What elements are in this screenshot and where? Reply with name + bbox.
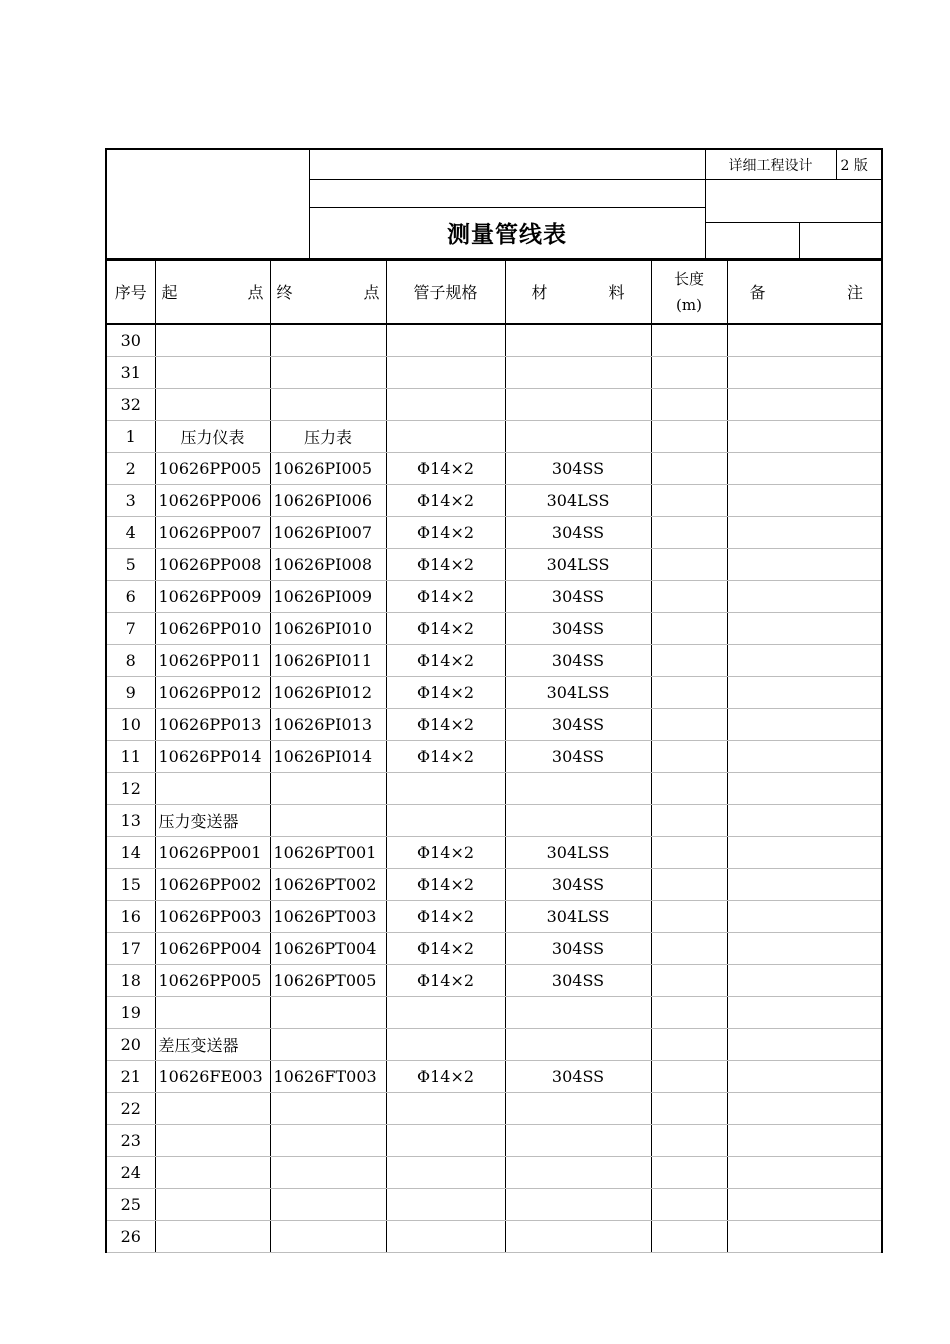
cell-remark xyxy=(727,1156,882,1188)
cell-end xyxy=(270,1124,386,1156)
cell-length xyxy=(651,1188,727,1220)
cell-material xyxy=(505,772,651,804)
cell-spec xyxy=(386,356,505,388)
cell-material xyxy=(505,804,651,836)
table-header-row xyxy=(106,260,882,324)
pipeline-schedule-document xyxy=(105,148,881,1253)
cell-no: 18 xyxy=(106,964,155,996)
cell-length xyxy=(651,612,727,644)
cell-spec: Φ14×2 xyxy=(386,484,505,516)
cell-no: 14 xyxy=(106,836,155,868)
cell-spec: Φ14×2 xyxy=(386,964,505,996)
cell-end: 10626FT003 xyxy=(270,1060,386,1092)
table-row xyxy=(106,932,882,964)
cell-remark xyxy=(727,1028,882,1060)
cell-start xyxy=(155,388,270,420)
table-row xyxy=(106,420,882,452)
cell-no: 24 xyxy=(106,1156,155,1188)
cell-end xyxy=(270,1188,386,1220)
cell-remark xyxy=(727,964,882,996)
cell-spec xyxy=(386,420,505,452)
cell-material: 304SS xyxy=(505,516,651,548)
cell-end xyxy=(270,996,386,1028)
cell-spec: Φ14×2 xyxy=(386,452,505,484)
cell-remark xyxy=(727,1092,882,1124)
cell-no: 31 xyxy=(106,356,155,388)
cell-start: 10626PP010 xyxy=(155,612,270,644)
cell-material xyxy=(505,388,651,420)
cell-material: 304SS xyxy=(505,1060,651,1092)
cell-remark xyxy=(727,996,882,1028)
cell-no: 11 xyxy=(106,740,155,772)
cell-end: 10626PT004 xyxy=(270,932,386,964)
cell-length xyxy=(651,996,727,1028)
cell-no: 17 xyxy=(106,932,155,964)
cell-no: 6 xyxy=(106,580,155,612)
cell-length xyxy=(651,676,727,708)
cell-start: 10626PP007 xyxy=(155,516,270,548)
cell-start: 10626PP001 xyxy=(155,836,270,868)
cell-end: 10626PI009 xyxy=(270,580,386,612)
cell-end: 10626PI011 xyxy=(270,644,386,676)
cell-material: 304SS xyxy=(505,932,651,964)
cell-material: 304LSS xyxy=(505,836,651,868)
cell-start: 10626PP005 xyxy=(155,452,270,484)
cell-material: 304LSS xyxy=(505,900,651,932)
cell-start: 10626FE003 xyxy=(155,1060,270,1092)
sheet-info-cell xyxy=(705,208,882,259)
cell-start xyxy=(155,324,270,357)
cell-spec: Φ14×2 xyxy=(386,900,505,932)
cell-no: 16 xyxy=(106,900,155,932)
cell-end xyxy=(270,1220,386,1252)
cell-length xyxy=(651,772,727,804)
col-header-spec: 管子规格 xyxy=(386,260,505,324)
cell-material: 304SS xyxy=(505,612,651,644)
cell-length xyxy=(651,452,727,484)
cell-end xyxy=(270,388,386,420)
cell-start xyxy=(155,1188,270,1220)
title-block xyxy=(105,148,883,259)
cell-start: 10626PP005 xyxy=(155,964,270,996)
cell-length xyxy=(651,708,727,740)
table-row xyxy=(106,804,882,836)
cell-material xyxy=(505,1220,651,1252)
cell-remark xyxy=(727,1220,882,1252)
cell-no: 7 xyxy=(106,612,155,644)
cell-remark xyxy=(727,1188,882,1220)
cell-end: 10626PI010 xyxy=(270,612,386,644)
col-header-remark: 备 注 xyxy=(727,260,882,324)
cell-remark xyxy=(727,900,882,932)
cell-spec xyxy=(386,324,505,357)
cell-end xyxy=(270,1092,386,1124)
cell-no: 9 xyxy=(106,676,155,708)
sheet-total-box xyxy=(800,223,881,258)
cell-start xyxy=(155,356,270,388)
table-row xyxy=(106,900,882,932)
table-row xyxy=(106,1028,882,1060)
table-row xyxy=(106,548,882,580)
cell-remark xyxy=(727,420,882,452)
cell-spec xyxy=(386,772,505,804)
cell-start: 压力变送器 xyxy=(155,804,270,836)
cell-spec: Φ14×2 xyxy=(386,868,505,900)
cell-spec xyxy=(386,996,505,1028)
cell-length xyxy=(651,1060,727,1092)
cell-end xyxy=(270,356,386,388)
col-header-material: 材 料 xyxy=(505,260,651,324)
cell-remark xyxy=(727,804,882,836)
cell-length xyxy=(651,484,727,516)
cell-material xyxy=(505,1124,651,1156)
table-row xyxy=(106,964,882,996)
cell-no: 20 xyxy=(106,1028,155,1060)
cell-spec: Φ14×2 xyxy=(386,932,505,964)
cell-material xyxy=(505,1156,651,1188)
cell-spec: Φ14×2 xyxy=(386,580,505,612)
cell-length xyxy=(651,388,727,420)
cell-end: 10626PI013 xyxy=(270,708,386,740)
cell-material xyxy=(505,324,651,357)
cell-material xyxy=(505,996,651,1028)
cell-length xyxy=(651,740,727,772)
cell-material xyxy=(505,356,651,388)
cell-remark xyxy=(727,1124,882,1156)
table-row xyxy=(106,324,882,357)
cell-start: 压力仪表 xyxy=(155,420,270,452)
cell-spec: Φ14×2 xyxy=(386,740,505,772)
cell-length xyxy=(651,964,727,996)
cell-spec xyxy=(386,1220,505,1252)
cell-no: 12 xyxy=(106,772,155,804)
document-title: 测量管线表 xyxy=(309,208,705,259)
pipeline-table xyxy=(105,259,883,1253)
cell-remark xyxy=(727,388,882,420)
cell-start: 10626PP008 xyxy=(155,548,270,580)
cell-length xyxy=(651,1156,727,1188)
cell-spec xyxy=(386,388,505,420)
cell-remark xyxy=(727,452,882,484)
cell-no: 32 xyxy=(106,388,155,420)
revision-label: 2 版 xyxy=(840,157,868,174)
col-header-end: 终 点 xyxy=(270,260,386,324)
cell-remark xyxy=(727,644,882,676)
cell-no: 25 xyxy=(106,1188,155,1220)
table-row xyxy=(106,612,882,644)
cell-end: 10626PI012 xyxy=(270,676,386,708)
cell-material xyxy=(505,1028,651,1060)
cell-length xyxy=(651,932,727,964)
cell-remark xyxy=(727,740,882,772)
cell-length xyxy=(651,900,727,932)
cell-material: 304SS xyxy=(505,452,651,484)
cell-remark xyxy=(727,324,882,357)
cell-length xyxy=(651,420,727,452)
cell-remark xyxy=(727,484,882,516)
cell-length xyxy=(651,548,727,580)
cell-spec: Φ14×2 xyxy=(386,548,505,580)
cell-end: 10626PI008 xyxy=(270,548,386,580)
cell-material: 304SS xyxy=(505,644,651,676)
col-header-start: 起 点 xyxy=(155,260,270,324)
cell-no: 19 xyxy=(106,996,155,1028)
cell-spec: Φ14×2 xyxy=(386,612,505,644)
cell-no: 21 xyxy=(106,1060,155,1092)
project-name-cell xyxy=(309,149,705,180)
cell-material: 304SS xyxy=(505,868,651,900)
cell-remark xyxy=(727,1060,882,1092)
cell-end xyxy=(270,804,386,836)
cell-material: 304SS xyxy=(505,708,651,740)
cell-remark xyxy=(727,772,882,804)
cell-length xyxy=(651,356,727,388)
table-row xyxy=(106,388,882,420)
cell-material: 304SS xyxy=(505,580,651,612)
table-row xyxy=(106,676,882,708)
cell-start xyxy=(155,1156,270,1188)
table-body xyxy=(106,324,882,1253)
cell-material xyxy=(505,1092,651,1124)
sheet-number-box xyxy=(706,223,800,258)
cell-no: 8 xyxy=(106,644,155,676)
cell-start: 10626PP006 xyxy=(155,484,270,516)
cell-remark xyxy=(727,548,882,580)
drawing-no-cell xyxy=(705,180,882,208)
table-row xyxy=(106,996,882,1028)
cell-start: 10626PP012 xyxy=(155,676,270,708)
cell-end xyxy=(270,772,386,804)
cell-no: 13 xyxy=(106,804,155,836)
cell-length xyxy=(651,644,727,676)
cell-material: 304SS xyxy=(505,964,651,996)
table-row xyxy=(106,1060,882,1092)
col-header-length: 长度 (m) xyxy=(651,260,727,324)
table-row xyxy=(106,772,882,804)
cell-no: 10 xyxy=(106,708,155,740)
cell-length xyxy=(651,1092,727,1124)
cell-end: 10626PI014 xyxy=(270,740,386,772)
cell-end: 10626PI006 xyxy=(270,484,386,516)
table-row xyxy=(106,1188,882,1220)
stage-cell xyxy=(705,149,882,180)
design-stage-label: 详细工程设计 xyxy=(706,150,837,179)
cell-start xyxy=(155,1220,270,1252)
table-row xyxy=(106,452,882,484)
cell-remark xyxy=(727,516,882,548)
cell-spec xyxy=(386,1028,505,1060)
cell-spec: Φ14×2 xyxy=(386,836,505,868)
cell-spec xyxy=(386,1092,505,1124)
cell-spec xyxy=(386,1156,505,1188)
cell-end: 10626PT002 xyxy=(270,868,386,900)
table-row xyxy=(106,580,882,612)
cell-spec: Φ14×2 xyxy=(386,1060,505,1092)
cell-spec xyxy=(386,804,505,836)
cell-end: 10626PI005 xyxy=(270,452,386,484)
cell-end xyxy=(270,1028,386,1060)
cell-start: 10626PP004 xyxy=(155,932,270,964)
cell-no: 2 xyxy=(106,452,155,484)
cell-end: 压力表 xyxy=(270,420,386,452)
cell-end: 10626PI007 xyxy=(270,516,386,548)
cell-remark xyxy=(727,836,882,868)
cell-end xyxy=(270,1156,386,1188)
cell-start: 10626PP003 xyxy=(155,900,270,932)
cell-start: 差压变送器 xyxy=(155,1028,270,1060)
cell-material: 304SS xyxy=(505,740,651,772)
cell-length xyxy=(651,516,727,548)
cell-spec: Φ14×2 xyxy=(386,676,505,708)
subproject-cell xyxy=(309,180,705,208)
table-row xyxy=(106,1220,882,1252)
cell-material xyxy=(505,1188,651,1220)
cell-length xyxy=(651,868,727,900)
cell-remark xyxy=(727,932,882,964)
cell-remark xyxy=(727,356,882,388)
cell-material: 304LSS xyxy=(505,676,651,708)
cell-no: 23 xyxy=(106,1124,155,1156)
cell-spec xyxy=(386,1124,505,1156)
cell-material xyxy=(505,420,651,452)
cell-remark xyxy=(727,676,882,708)
cell-end: 10626PT003 xyxy=(270,900,386,932)
cell-no: 30 xyxy=(106,324,155,357)
cell-no: 3 xyxy=(106,484,155,516)
cell-length xyxy=(651,1124,727,1156)
table-row xyxy=(106,516,882,548)
table-row xyxy=(106,740,882,772)
table-row xyxy=(106,1156,882,1188)
cell-end xyxy=(270,324,386,357)
cell-spec xyxy=(386,1188,505,1220)
cell-remark xyxy=(727,612,882,644)
cell-start xyxy=(155,996,270,1028)
cell-end: 10626PT005 xyxy=(270,964,386,996)
cell-spec: Φ14×2 xyxy=(386,644,505,676)
cell-length xyxy=(651,804,727,836)
table-row xyxy=(106,484,882,516)
table-row xyxy=(106,1092,882,1124)
cell-material: 304LSS xyxy=(505,484,651,516)
cell-start xyxy=(155,1124,270,1156)
cell-length xyxy=(651,1220,727,1252)
cell-remark xyxy=(727,868,882,900)
cell-start xyxy=(155,772,270,804)
cell-length xyxy=(651,324,727,357)
table-row xyxy=(106,356,882,388)
cell-spec: Φ14×2 xyxy=(386,516,505,548)
table-row xyxy=(106,644,882,676)
cell-no: 1 xyxy=(106,420,155,452)
table-row xyxy=(106,836,882,868)
cell-length xyxy=(651,836,727,868)
table-row xyxy=(106,868,882,900)
cell-end: 10626PT001 xyxy=(270,836,386,868)
table-row xyxy=(106,708,882,740)
cell-start xyxy=(155,1092,270,1124)
cell-no: 4 xyxy=(106,516,155,548)
cell-start: 10626PP013 xyxy=(155,708,270,740)
cell-no: 5 xyxy=(106,548,155,580)
cell-length xyxy=(651,580,727,612)
cell-spec: Φ14×2 xyxy=(386,708,505,740)
cell-start: 10626PP014 xyxy=(155,740,270,772)
cell-no: 26 xyxy=(106,1220,155,1252)
cell-no: 22 xyxy=(106,1092,155,1124)
logo-area xyxy=(106,149,309,258)
cell-start: 10626PP002 xyxy=(155,868,270,900)
cell-start: 10626PP011 xyxy=(155,644,270,676)
cell-remark xyxy=(727,580,882,612)
cell-material: 304LSS xyxy=(505,548,651,580)
cell-start: 10626PP009 xyxy=(155,580,270,612)
cell-no: 15 xyxy=(106,868,155,900)
cell-remark xyxy=(727,708,882,740)
table-row xyxy=(106,1124,882,1156)
col-header-no: 序号 xyxy=(106,260,155,324)
cell-length xyxy=(651,1028,727,1060)
